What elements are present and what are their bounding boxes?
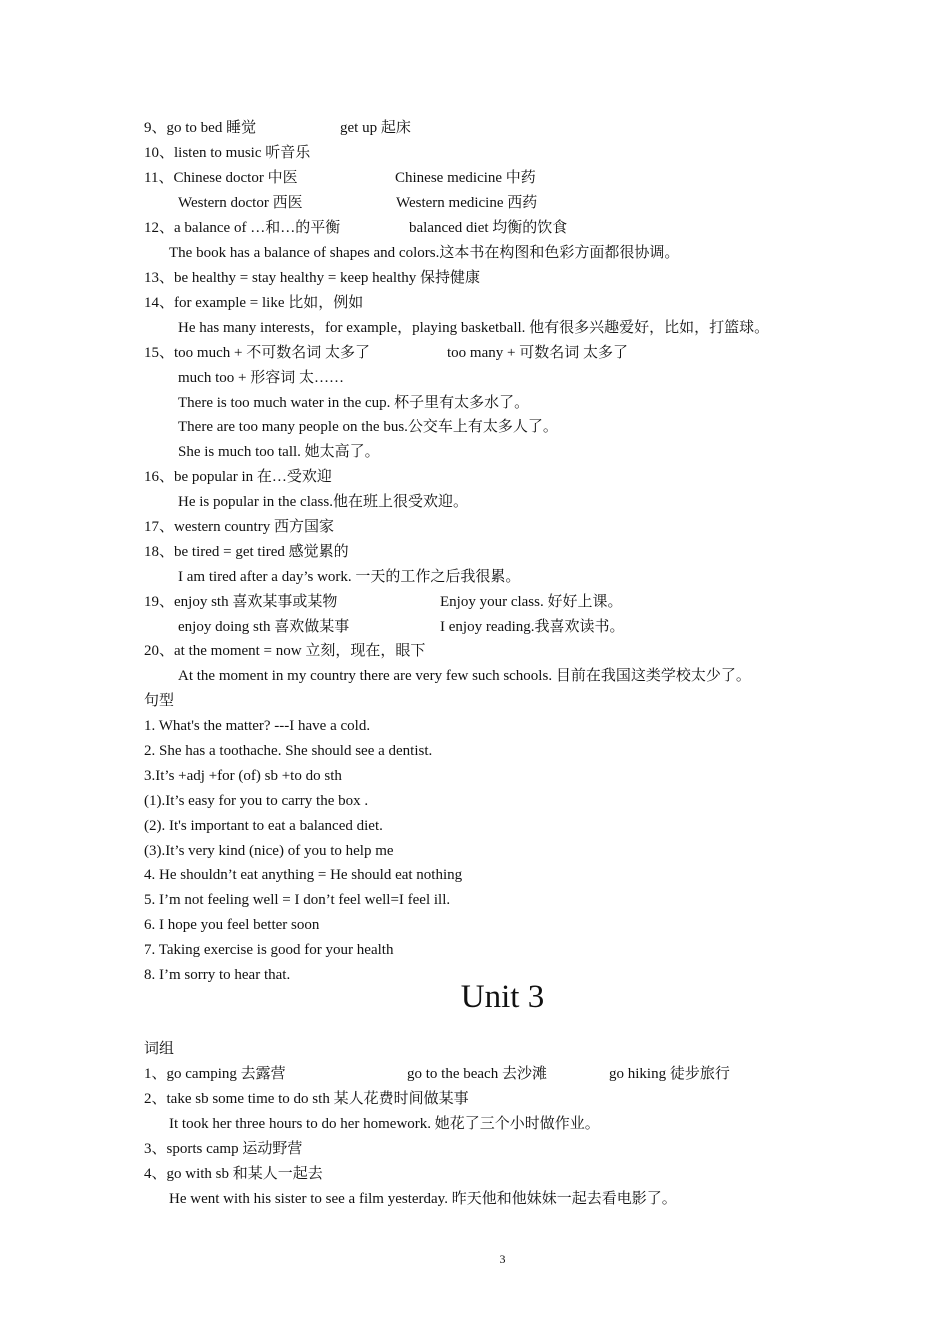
- phrase-11-chinese-medicine: Chinese medicine 中药: [395, 170, 536, 186]
- phrase-12-balanced-diet: balanced diet 均衡的饮食: [409, 220, 568, 236]
- phrase-19-enjoy-doing: enjoy doing sth 喜欢做某事: [178, 619, 350, 635]
- phrase-15-too-much: 15、too much + 不可数名词 太多了: [144, 345, 370, 361]
- sentence-8: 8. I’m sorry to hear that.: [144, 967, 291, 983]
- sentence-5: 5. I’m not feeling well = I don’t feel well=I feel ill.: [144, 892, 451, 908]
- unit3-phrase-3: 3、sports camp 运动野营: [144, 1141, 303, 1157]
- unit3-example-2: It took her three hours to do her homework. 她花了三个小时做作业。: [169, 1116, 600, 1132]
- phrase-15-too-many: too many + 可数名词 太多了: [447, 345, 628, 361]
- example-15-people: There are too many people on the bus.公交车上有太多人了。: [178, 419, 558, 435]
- sentence-3: 3.It’s +adj +for (of) sb +to do sth: [144, 768, 342, 784]
- phrase-9-go-to-bed: 9、go to bed 睡觉: [144, 120, 257, 136]
- phrase-10: 10、listen to music 听音乐: [144, 145, 311, 161]
- unit3-phrase-4: 4、go with sb 和某人一起去: [144, 1166, 323, 1182]
- phrase-12-balance-of: 12、a balance of …和…的平衡: [144, 220, 341, 236]
- unit3-phrase-2: 2、take sb some time to do sth 某人花费时间做某事: [144, 1091, 469, 1107]
- unit3-phrase-1-beach: go to the beach 去沙滩: [407, 1066, 547, 1082]
- phrase-9-get-up: get up 起床: [340, 120, 411, 136]
- phrase-17: 17、western country 西方国家: [144, 519, 334, 535]
- unit3-phrase-1-hiking: go hiking 徒步旅行: [609, 1066, 730, 1082]
- unit3-example-4: He went with his sister to see a film yesterday. 昨天他和他妹妹一起去看电影了。: [169, 1191, 677, 1207]
- phrase-15-much-too: much too + 形容词 太……: [178, 370, 344, 386]
- sentence-3-3: (3).It’s very kind (nice) of you to help me: [144, 843, 394, 859]
- phrase-11-chinese-doctor: 11、Chinese doctor 中医: [144, 170, 298, 186]
- sentence-2: 2. She has a toothache. She should see a dentist.: [144, 743, 433, 759]
- phrase-11-western-doctor: Western doctor 西医: [178, 195, 303, 211]
- sentence-7: 7. Taking exercise is good for your health: [144, 942, 394, 958]
- phrase-19-enjoy-sth: 19、enjoy sth 喜欢某事或某物: [144, 594, 338, 610]
- example-19-enjoy-reading: I enjoy reading.我喜欢读书。: [440, 619, 625, 635]
- example-20: At the moment in my country there are very few such schools. 目前在我国这类学校太少了。: [178, 668, 751, 684]
- example-15-tall: She is much too tall. 她太高了。: [178, 444, 380, 460]
- phrases-heading: 词组: [144, 1041, 175, 1057]
- phrase-18: 18、be tired = get tired 感觉累的: [144, 544, 349, 560]
- unit3-phrase-1-camping: 1、go camping 去露营: [144, 1066, 286, 1082]
- example-12: The book has a balance of shapes and colors.这本书在构图和色彩方面都很协调。: [169, 245, 680, 261]
- sentence-3-1: (1).It’s easy for you to carry the box .: [144, 793, 369, 809]
- phrase-16: 16、be popular in 在…受欢迎: [144, 469, 332, 485]
- sentence-1: 1. What's the matter? ---I have a cold.: [144, 718, 371, 734]
- phrase-11-western-medicine: Western medicine 西药: [396, 195, 538, 211]
- phrase-14: 14、for example = like 比如，例如: [144, 295, 364, 311]
- example-15-water: There is too much water in the cup. 杯子里有太多水了。: [178, 395, 530, 411]
- unit-3-title: Unit 3: [460, 979, 545, 1015]
- sentence-3-2: (2). It's important to eat a balanced diet.: [144, 818, 383, 834]
- example-16: He is popular in the class.他在班上很受欢迎。: [178, 494, 468, 510]
- example-18: I am tired after a day’s work. 一天的工作之后我很累。: [178, 569, 521, 585]
- phrase-20: 20、at the moment = now 立刻，现在，眼下: [144, 643, 426, 659]
- phrase-13: 13、be healthy = stay healthy = keep healthy 保持健康: [144, 270, 481, 286]
- sentence-6: 6. I hope you feel better soon: [144, 917, 320, 933]
- sentences-heading: 句型: [144, 693, 175, 709]
- example-14: He has many interests，for example，playing basketball. 他有很多兴趣爱好，比如，打篮球。: [178, 320, 770, 336]
- sentence-4: 4. He shouldn’t eat anything = He should eat nothing: [144, 867, 463, 883]
- page-number: 3: [499, 1252, 506, 1266]
- example-19-enjoy-class: Enjoy your class. 好好上课。: [440, 594, 623, 610]
